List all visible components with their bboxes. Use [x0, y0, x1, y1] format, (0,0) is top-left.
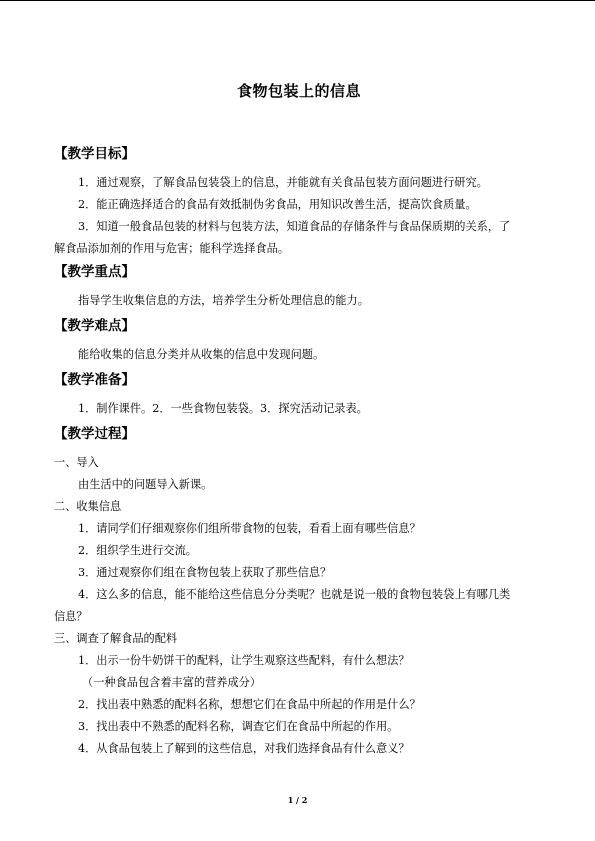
- section-heading-prep: 【教学准备】: [54, 372, 135, 388]
- goals-line-4: 解食品添加剂的作用与危害；能科学选择食品。: [54, 242, 289, 255]
- process-line-8: 信息？: [54, 610, 88, 623]
- process-line-10: 1．出示一份牛奶饼干的配料，让学生观察这些配料，有什么想法？: [78, 654, 410, 667]
- process-line-12: 2．找出表中熟悉的配料名称，想想它们在食品中所起的作用是什么？: [78, 698, 421, 711]
- section-heading-process: 【教学过程】: [54, 426, 135, 442]
- page-number: 1 / 2: [287, 795, 308, 805]
- process-line-9: 三、调查了解食品的配料: [54, 632, 178, 645]
- section-heading-key: 【教学重点】: [54, 264, 135, 280]
- process-line-13: 3．找出表中不熟悉的配料名称，调查它们在食品中所起的作用。: [78, 720, 399, 733]
- section-heading-goals: 【教学目标】: [54, 146, 135, 162]
- process-line-2: 由生活中的问题导入新课。: [78, 478, 213, 491]
- section-heading-difficulty: 【教学难点】: [54, 318, 135, 334]
- process-line-5: 2．组织学生进行交流。: [78, 544, 197, 557]
- process-line-6: 3．通过观察你们组在食物包装上获取了那些信息？: [78, 566, 332, 579]
- process-line-14: 4．从食品包装上了解到的这些信息，对我们选择食品有什么意义？: [78, 742, 410, 755]
- page-title: 食物包装上的信息: [236, 82, 361, 100]
- key-line-1: 指导学生收集信息的方法，培养学生分析处理信息的能力。: [78, 294, 369, 307]
- goals-line-1: 1．通过观察，了解食品包装袋上的信息，并能就有关食品包装方面问题进行研究。: [78, 176, 488, 189]
- prep-line-1: 1．制作课件。2．一些食物包装袋。3．探究活动记录表。: [78, 402, 368, 415]
- goals-line-3: 3．知道一般食品包装的材料与包装方法，知道食品的存储条件与食品保质期的关系，了: [78, 220, 511, 233]
- process-line-7: 4．这么多的信息，能不能给这些信息分分类呢？也就是说一般的食物包装袋上有哪几类: [78, 588, 511, 601]
- top-rule: [0, 0, 595, 1]
- goals-line-2: 2．能正确选择适合的食品有效抵制伪劣食品，用知识改善生活，提高饮食质量。: [78, 198, 477, 211]
- process-line-11: （一种食品包含着丰富的营养成分）: [82, 676, 262, 689]
- difficulty-line-1: 能给收集的信息分类并从收集的信息中发现问题。: [78, 348, 325, 361]
- process-line-4: 1．请同学们仔细观察你们组所带食物的包装，看看上面有哪些信息？: [78, 522, 421, 535]
- process-line-1: 一、导入: [54, 456, 99, 469]
- process-line-3: 二、收集信息: [54, 500, 122, 513]
